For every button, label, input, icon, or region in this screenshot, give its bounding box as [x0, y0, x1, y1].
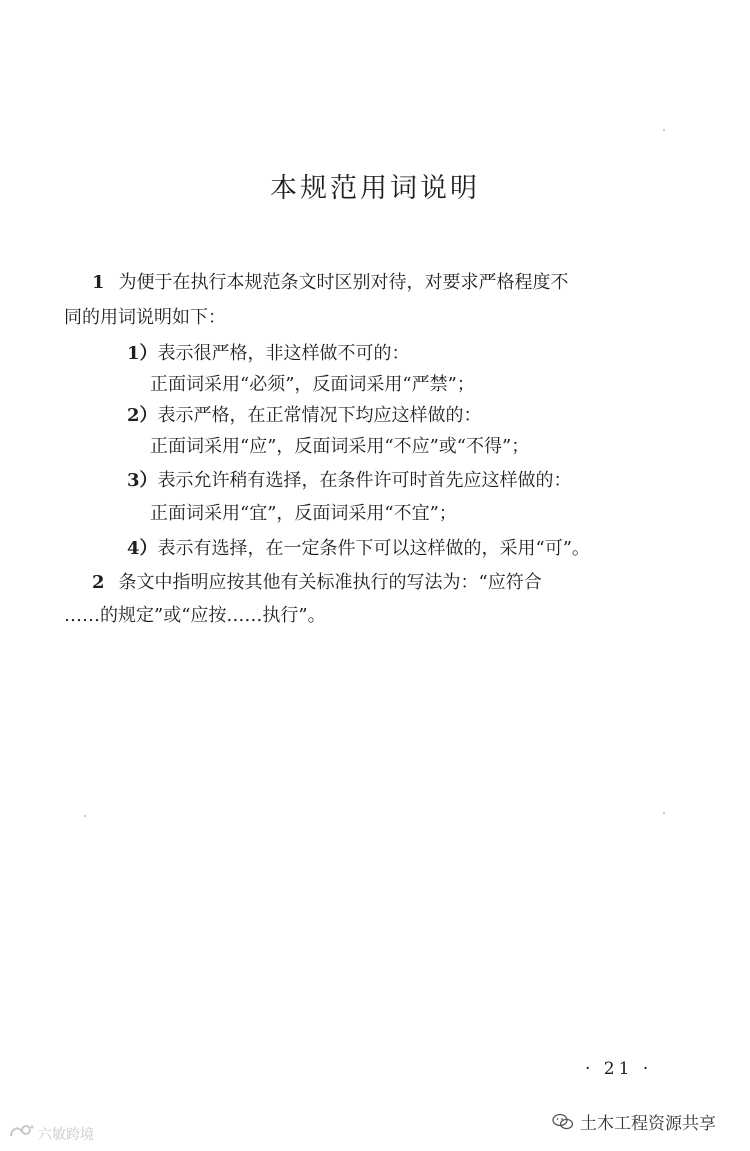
item-2-line-1: [92, 574, 542, 592]
sub-item-3: [127, 472, 572, 490]
sub-item-1-number: 1）: [127, 343, 158, 364]
sub-item-3-text: 表示允许稍有选择，在条件许可时首先应这样做的：: [157, 470, 572, 491]
sub-item-2-number: 2）: [127, 405, 158, 426]
sub-item-4-number: 4）: [127, 538, 158, 559]
item-2-text-line-1: 条文中指明应按其他有关标准执行的写法为：“应符合: [118, 572, 542, 593]
watermark-right: [552, 1109, 716, 1134]
watermark-left: [8, 1124, 94, 1144]
page-title: 本规范用词说明: [270, 173, 480, 204]
item-2-number: 2: [92, 572, 105, 593]
sub-item-1-detail: 正面词采用“必须”，反面词采用“严禁”；: [150, 374, 475, 395]
watermark-logo-icon: [8, 1124, 34, 1144]
sub-item-2-text: 表示严格，在正常情况下均应这样做的：: [157, 405, 482, 426]
sub-item-3-number: 3）: [127, 470, 158, 491]
item-1-text-line-1: 为便于在执行本规范条文时区别对待，对要求严格程度不: [118, 272, 569, 293]
sub-item-4-text: 表示有选择，在一定条件下可以这样做的，采用“可”。: [157, 538, 590, 559]
watermark-right-text: 土木工程资源共享: [580, 1114, 716, 1134]
item-1-line-2: [64, 309, 226, 327]
sub-item-3-detail: 正面词采用“宜”，反面词采用“不宜”；: [150, 503, 457, 524]
sub-item-1-text: 表示很严格，非这样做不可的：: [157, 343, 410, 364]
item-1-number: 1: [92, 272, 105, 293]
watermark-left-text: 六敏跨境: [38, 1127, 94, 1143]
sub-item-4: [127, 540, 590, 558]
item-1-line-1: [92, 274, 569, 292]
wechat-icon: [552, 1113, 574, 1131]
sub-item-2: [127, 407, 482, 425]
scan-mark: [663, 129, 665, 131]
item-1-text-line-2: 同的用词说明如下：: [64, 307, 226, 328]
sub-item-1: [127, 345, 410, 363]
scan-mark: [84, 815, 86, 817]
page-number: · 21 ·: [585, 1059, 653, 1079]
scan-mark: [663, 812, 665, 814]
sub-item-2-detail: 正面词采用“应”，反面词采用“不应”或“不得”；: [150, 436, 530, 457]
item-2-line-2: ……的规定”或“应按……执行”。: [64, 605, 326, 626]
